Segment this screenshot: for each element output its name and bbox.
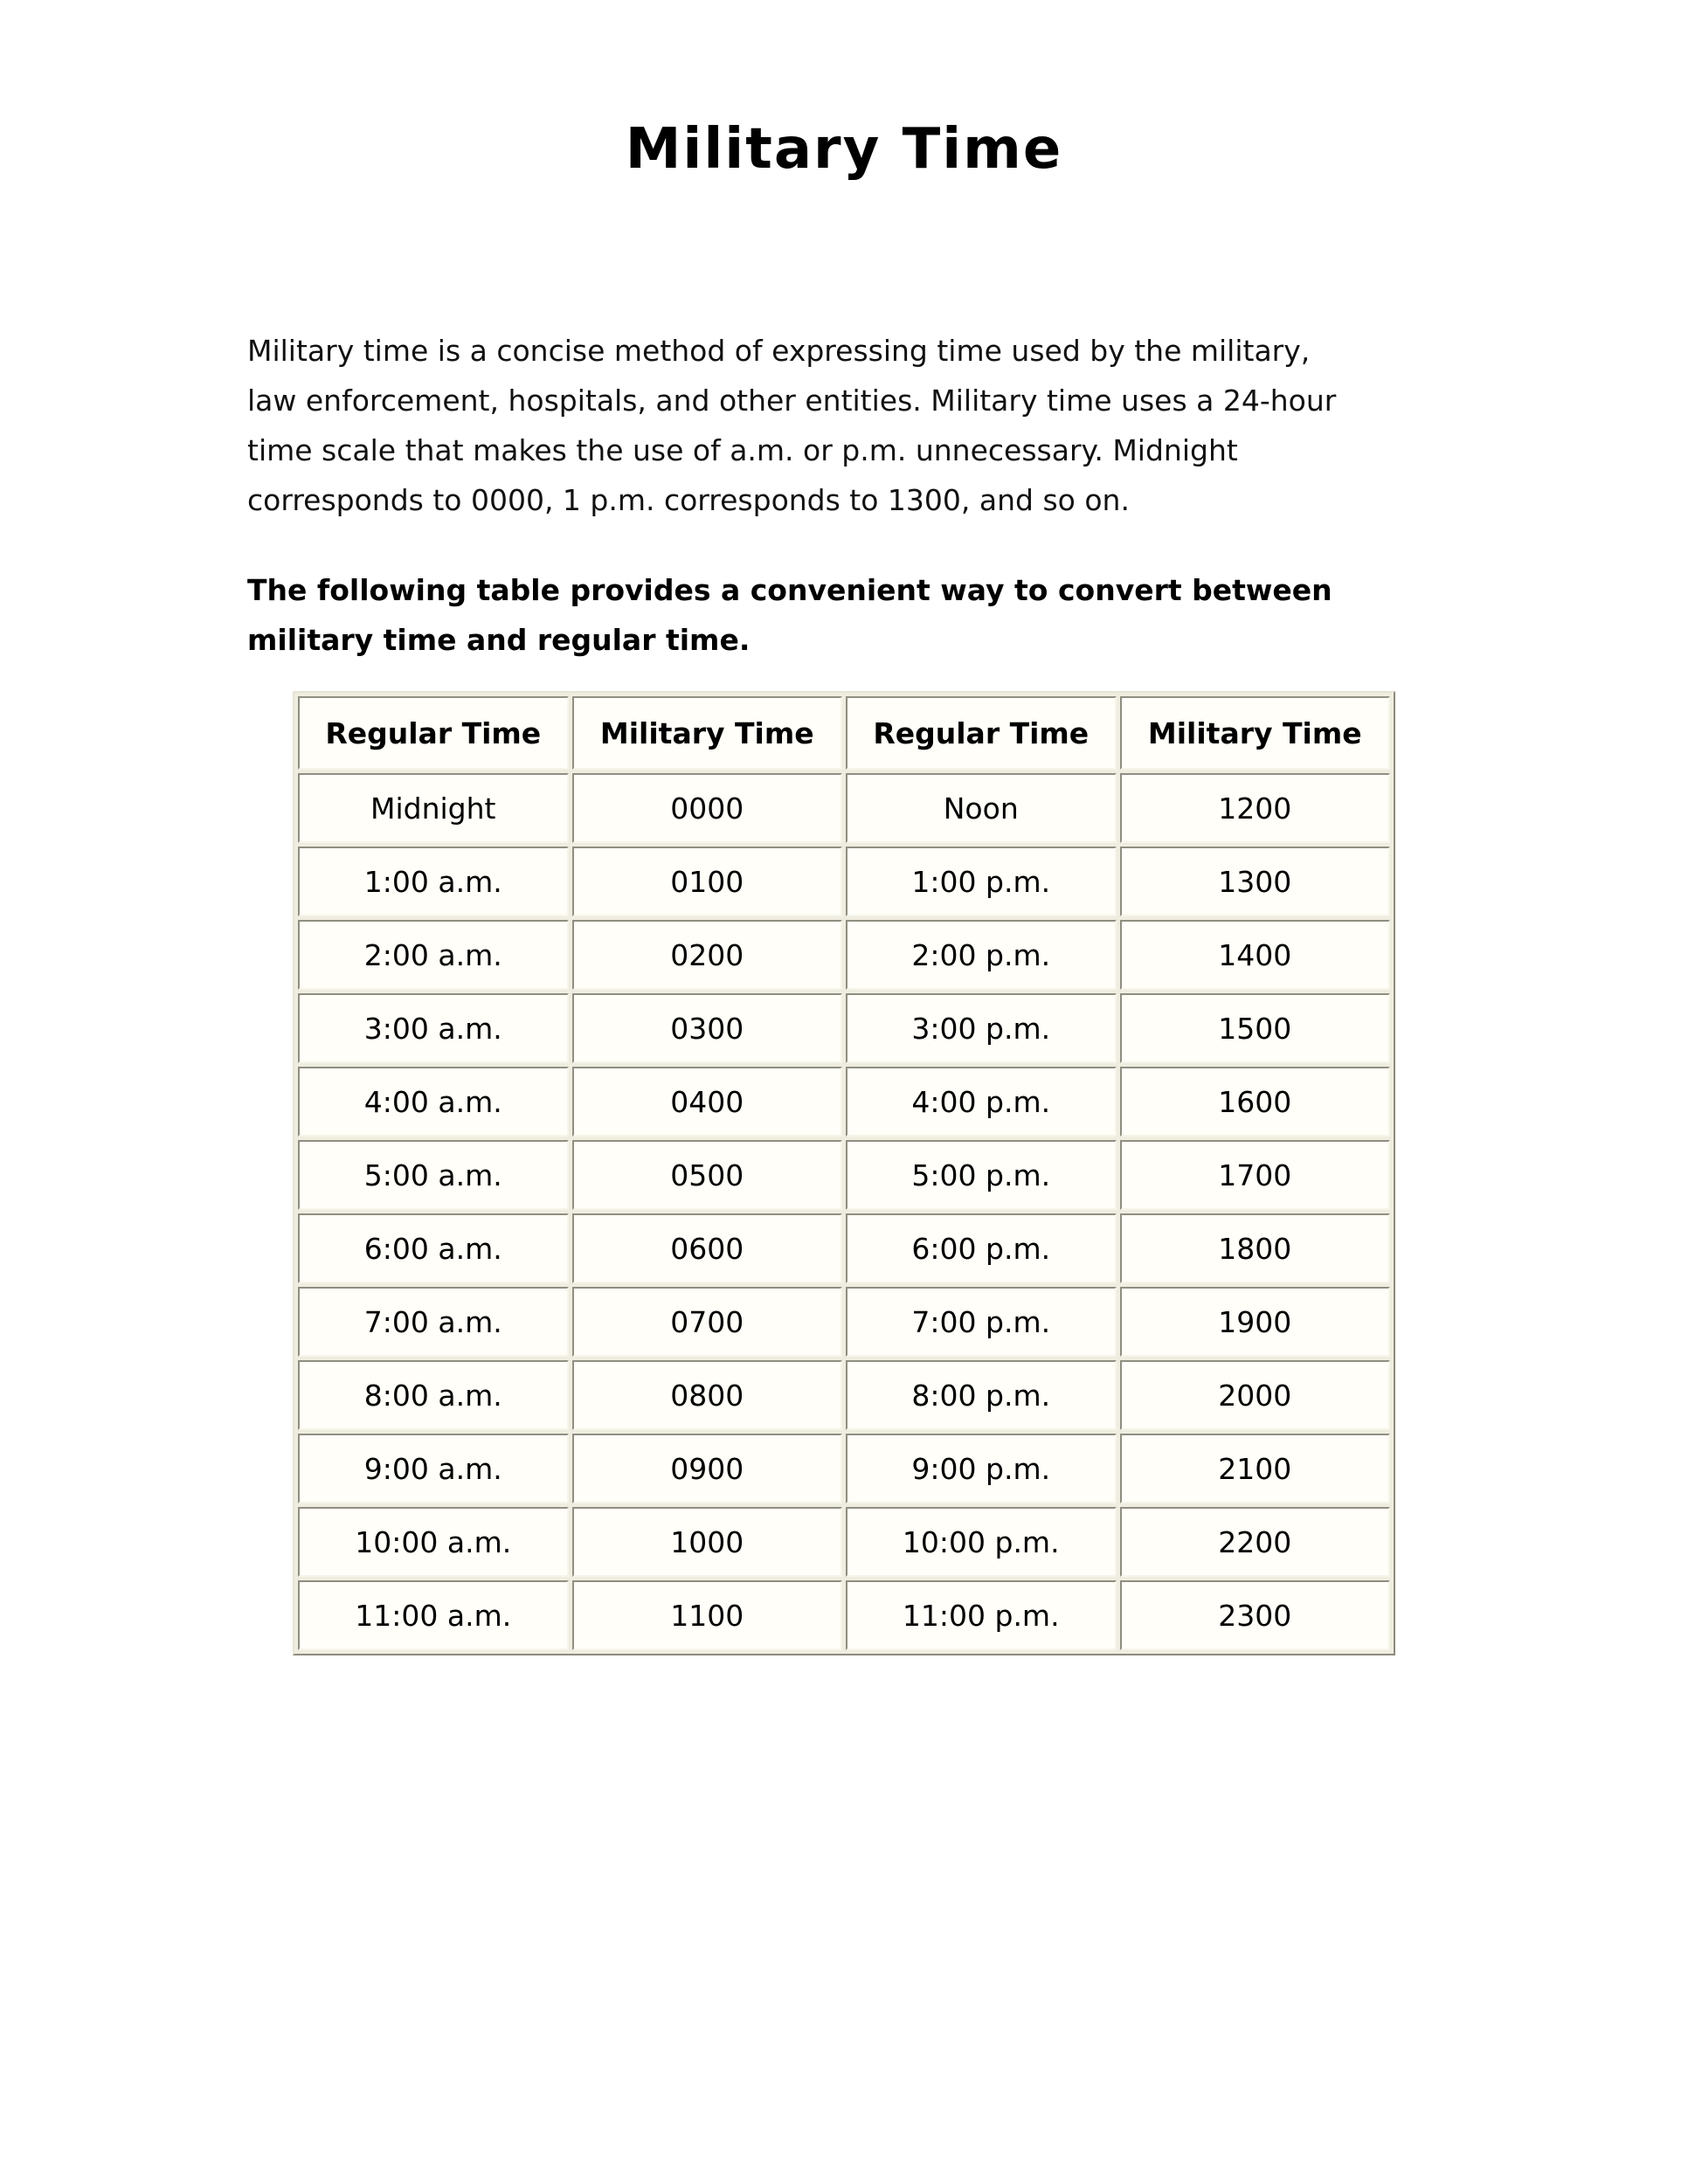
table-cell: 9:00 a.m. xyxy=(298,1434,569,1503)
table-cell: 1000 xyxy=(572,1507,843,1577)
table-cell: 1600 xyxy=(1120,1067,1391,1137)
table-row xyxy=(298,1507,1390,1577)
table-cell: 10:00 p.m. xyxy=(846,1507,1117,1577)
table-cell: 0300 xyxy=(572,993,843,1063)
table-cell: 11:00 a.m. xyxy=(298,1580,569,1650)
table-cell: 1900 xyxy=(1120,1287,1391,1357)
table-cell: 7:00 p.m. xyxy=(846,1287,1117,1357)
table-note-line: The following table provides a convenient way to convert between xyxy=(247,573,1332,608)
table-cell: Noon xyxy=(846,773,1117,843)
table-cell: 4:00 a.m. xyxy=(298,1067,569,1137)
table-cell: 11:00 p.m. xyxy=(846,1580,1117,1650)
table-cell: 0400 xyxy=(572,1067,843,1137)
table-cell: 7:00 a.m. xyxy=(298,1287,569,1357)
intro-line: law enforcement, hospitals, and other entities. Military time uses a 24-hour xyxy=(247,384,1337,418)
table-cell: 1200 xyxy=(1120,773,1391,843)
table-cell: 9:00 p.m. xyxy=(846,1434,1117,1503)
table-cell: 1300 xyxy=(1120,847,1391,916)
table-cell: 1800 xyxy=(1120,1213,1391,1283)
table-cell: 2300 xyxy=(1120,1580,1391,1650)
column-header: Regular Time xyxy=(846,696,1117,770)
table-cell: 2200 xyxy=(1120,1507,1391,1577)
table-row xyxy=(298,993,1390,1063)
table-cell: 8:00 a.m. xyxy=(298,1360,569,1430)
table-cell: 1100 xyxy=(572,1580,843,1650)
header-row xyxy=(298,696,1390,770)
table-cell: 6:00 p.m. xyxy=(846,1213,1117,1283)
table-row xyxy=(298,773,1390,843)
table-cell: 2:00 a.m. xyxy=(298,920,569,990)
conversion-table-body xyxy=(298,773,1390,1650)
table-cell: 8:00 p.m. xyxy=(846,1360,1117,1430)
table-cell: 1:00 a.m. xyxy=(298,847,569,916)
table-row xyxy=(298,1287,1390,1357)
table-cell: 1700 xyxy=(1120,1140,1391,1210)
table-cell: 2000 xyxy=(1120,1360,1391,1430)
column-header: Regular Time xyxy=(298,696,569,770)
table-cell: 4:00 p.m. xyxy=(846,1067,1117,1137)
column-header: Military Time xyxy=(572,696,843,770)
conversion-table-head xyxy=(298,696,1390,770)
table-cell: 2:00 p.m. xyxy=(846,920,1117,990)
table-cell: 0800 xyxy=(572,1360,843,1430)
table-row xyxy=(298,847,1390,916)
table-cell: 0900 xyxy=(572,1434,843,1503)
table-cell: 0100 xyxy=(572,847,843,916)
table-cell: Midnight xyxy=(298,773,569,843)
table-row xyxy=(298,1580,1390,1650)
table-cell: 1500 xyxy=(1120,993,1391,1063)
intro-paragraph xyxy=(247,326,1441,525)
table-note xyxy=(247,565,1441,665)
table-cell: 0000 xyxy=(572,773,843,843)
table-cell: 0600 xyxy=(572,1213,843,1283)
intro-line: corresponds to 0000, 1 p.m. corresponds to 1300, and so on. xyxy=(247,483,1130,518)
table-cell: 0700 xyxy=(572,1287,843,1357)
conversion-table xyxy=(293,691,1395,1655)
table-note-line: military time and regular time. xyxy=(247,623,751,658)
table-cell: 1:00 p.m. xyxy=(846,847,1117,916)
table-cell: 5:00 a.m. xyxy=(298,1140,569,1210)
table-row xyxy=(298,1360,1390,1430)
table-cell: 3:00 a.m. xyxy=(298,993,569,1063)
table-row xyxy=(298,1067,1390,1137)
table-row xyxy=(298,1213,1390,1283)
table-cell: 10:00 a.m. xyxy=(298,1507,569,1577)
table-cell: 5:00 p.m. xyxy=(846,1140,1117,1210)
table-row xyxy=(298,1434,1390,1503)
table-cell: 1400 xyxy=(1120,920,1391,990)
table-cell: 2100 xyxy=(1120,1434,1391,1503)
column-header: Military Time xyxy=(1120,696,1391,770)
intro-line: Military time is a concise method of expressing time used by the military, xyxy=(247,334,1311,369)
intro-line: time scale that makes the use of a.m. or p.m. unnecessary. Midnight xyxy=(247,433,1238,468)
table-cell: 0500 xyxy=(572,1140,843,1210)
table-row xyxy=(298,1140,1390,1210)
page-title: Military Time xyxy=(625,117,1063,182)
table-cell: 3:00 p.m. xyxy=(846,993,1117,1063)
table-row xyxy=(298,920,1390,990)
table-cell: 6:00 a.m. xyxy=(298,1213,569,1283)
table-cell: 0200 xyxy=(572,920,843,990)
